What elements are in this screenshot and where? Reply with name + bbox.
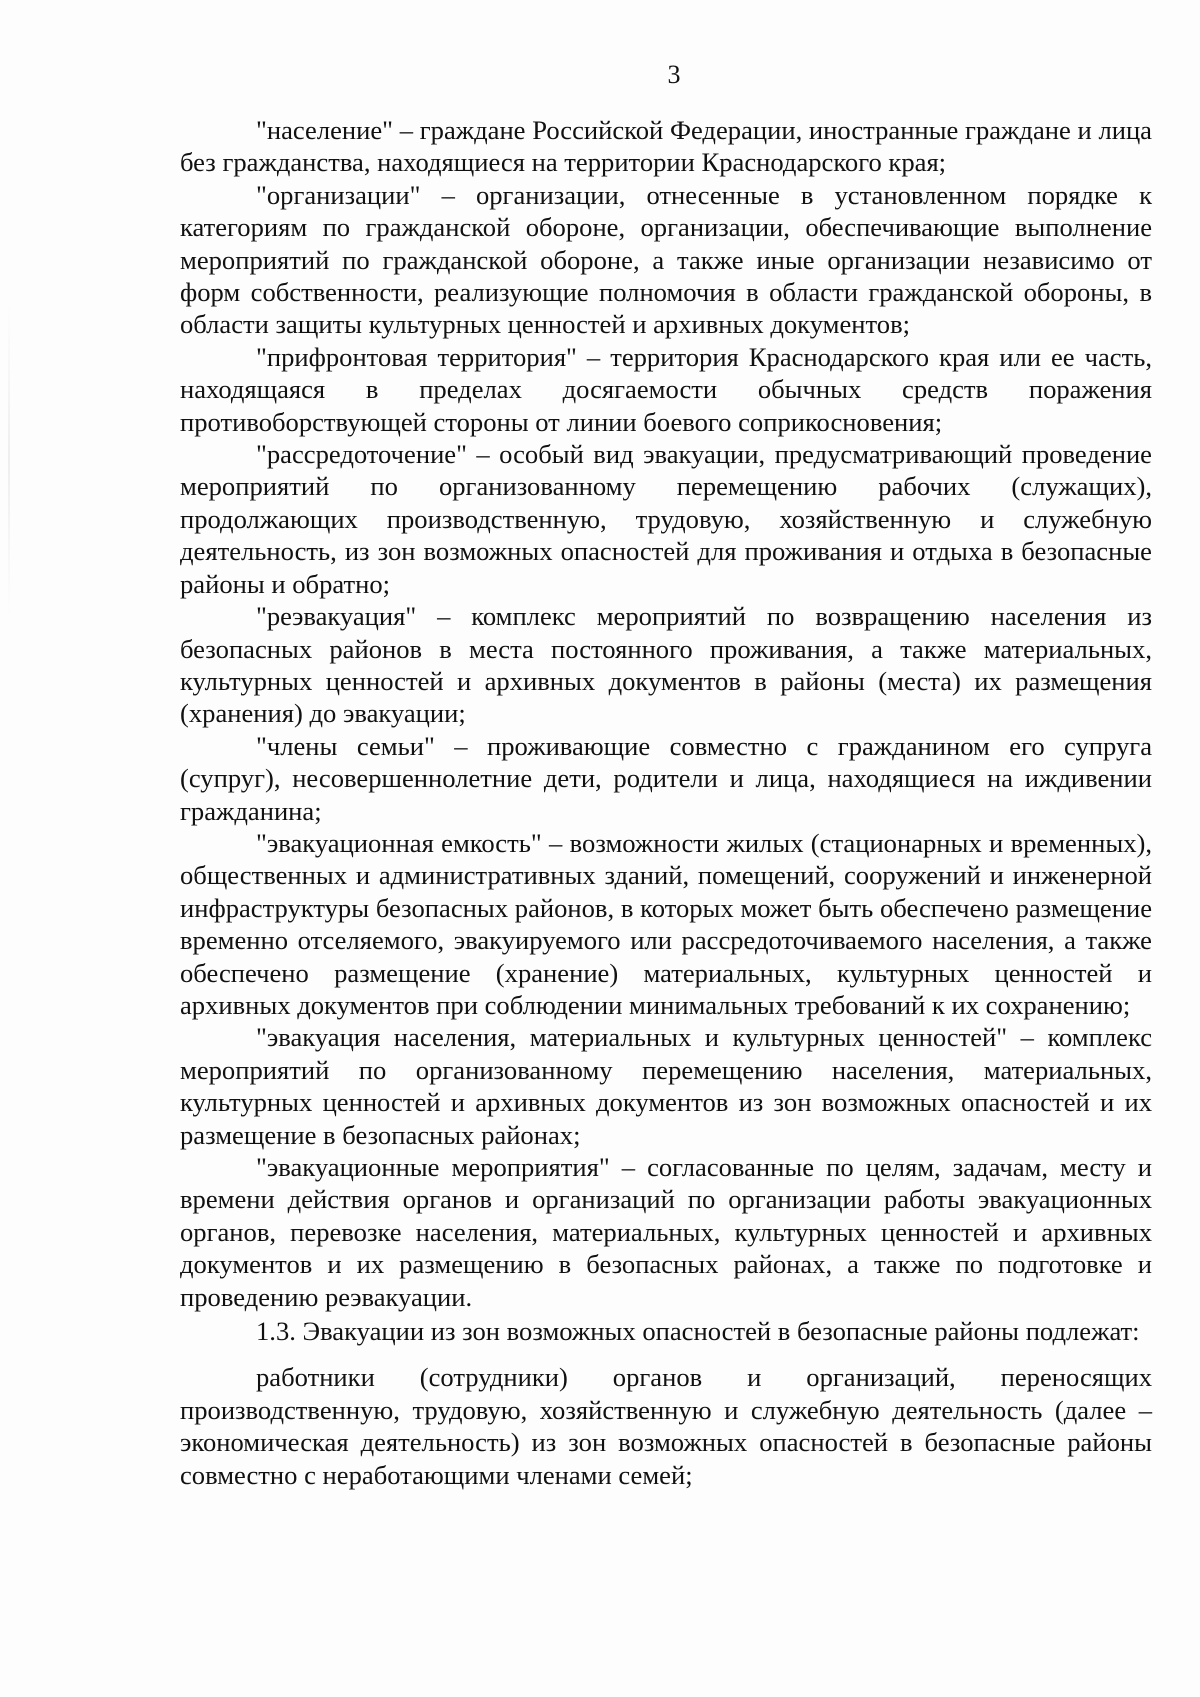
definition-paragraph-evacuation-measures: "эвакуационные мероприятия" – согласованные по целям, задачам, месту и времени действия органов и организаций по организации работы эвакуационных органов, перевозке населения, материальных, культурных ценностей и архивных документов и их размещению в безопасных районах, а также по подготовке и проведению реэвакуации. bbox=[180, 1152, 1152, 1312]
scan-edge-shadow bbox=[8, 300, 10, 620]
definition-paragraph-evacuation: "эвакуация населения, материальных и культурных ценностей" – комплекс мероприятий по организованному перемещению населения, материальных, культурных ценностей и архивных документов из зон возможных опасностей и их размещение в безопасных районах; bbox=[180, 1022, 1152, 1150]
list-item-employees: работники (сотрудники) органов и организаций, переносящих производственную, трудовую, хозяйственную и служебную деятельность (далее – экономическая деятельность) из зон возможных опасностей в безопасные районы совместно с неработающими членами семей; bbox=[180, 1362, 1152, 1490]
definition-paragraph-frontline-territory: "прифронтовая территория" – территория Краснодарского края или ее часть, находящаяся в пределах досягаемости обычных средств поражения противоборствующей стороны от линии боевого соприкосновения; bbox=[180, 341, 1152, 437]
definition-paragraph-organizations: "организации" – организации, отнесенные в установленном порядке к категориям по гражданской обороне, организации, обеспечивающие выполнение мероприятий по гражданской обороне, а также иные организации независимо от форм собственности, реализующие полномочия в области гражданской обороны, в области защиты культурных ценностей и архивных документов; bbox=[180, 179, 1152, 340]
section-1-3-paragraph: 1.3. Эвакуации из зон возможных опасностей в безопасные районы подлежат: bbox=[256, 1316, 1140, 1347]
definition-paragraph-re-evacuation: "реэвакуация" – комплекс мероприятий по возвращению населения из безопасных районов в места постоянного проживания, а также материальных, культурных ценностей и архивных документов в районы (места) их размещения (хранения) до эвакуации; bbox=[180, 601, 1152, 729]
page-number: 3 bbox=[667, 60, 681, 89]
definition-paragraph-family-members: "члены семьи" – проживающие совместно с гражданином его супруга (супруг), несовершеннолетние дети, родители и лица, находящиеся на иждивении гражданина; bbox=[180, 730, 1152, 826]
definition-paragraph-dispersal: "рассредоточение" – особый вид эвакуации, предусматривающий проведение мероприятий по организованному перемещению рабочих (служащих), продолжающих производственную, трудовую, хозяйственную и служебную деятельность, из зон возможных опасностей для проживания и отдыха в безопасные районы и обратно; bbox=[180, 439, 1152, 599]
definition-paragraph-evacuation-capacity: "эвакуационная емкость" – возможности жилых (стационарных и временных), общественных и административных зданий, помещений, сооружений и инженерной инфраструктуры безопасных районов, в которых может быть обеспечено размещение временно отселяемого, эвакуируемого или рассредоточиваемого населения, а также обеспечено размещение (хранение) материальных, культурных ценностей и архивных документов при соблюдении минимальных требований к их сохранению; bbox=[180, 827, 1152, 1020]
document-body bbox=[180, 114, 1152, 1491]
definition-paragraph-population: "население" – граждане Российской Федерации, иностранные граждане и лица без гражданства, находящиеся на территории Краснодарского края; bbox=[180, 115, 1152, 178]
